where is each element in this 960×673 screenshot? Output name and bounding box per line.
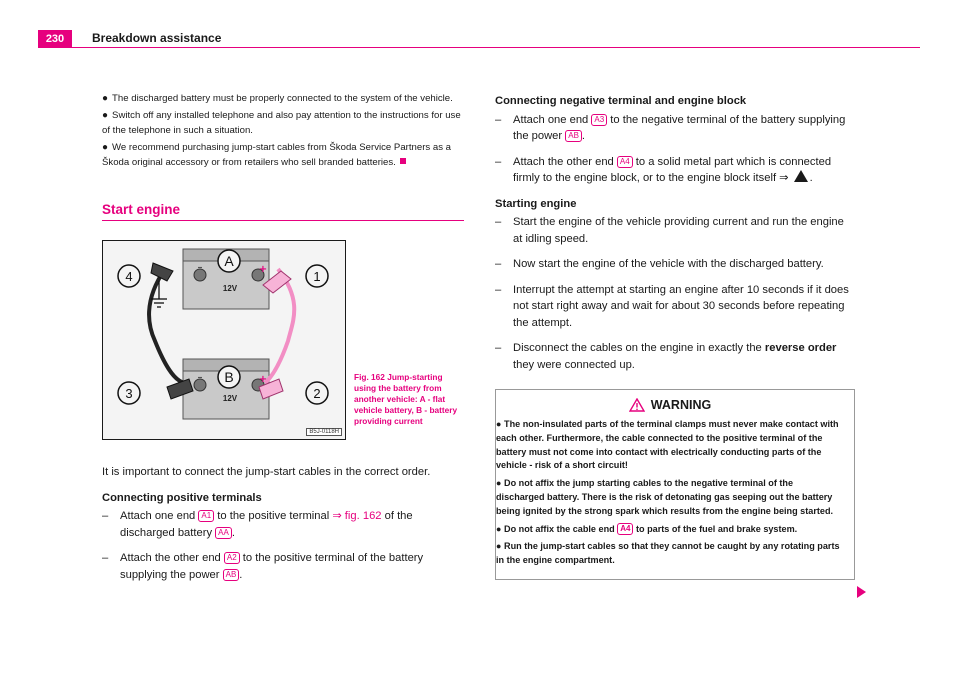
bullet-item: ● We recommend purchasing jump-start cables from Škoda Service Partners as a Škoda original accessory or from retailers who sell branded batteries. [102, 142, 451, 168]
minus-sign: – [197, 372, 203, 384]
step-attach-engine-block-a4: – Attach the other end A4 to a solid metal part which is connected firmly to the engine block, or to the engine block itself ⇒ . [495, 155, 832, 184]
step-attach-negative-end-a3: – Attach one end A3 to the negative terminal of the battery supplying the power AB . [495, 113, 846, 142]
callout-a3: A3 [591, 114, 607, 126]
bullet-item: ● Switch off any installed telephone and also pay attention to the instructions for use of the telephone in such a situation. [102, 110, 461, 136]
battery-a-label: A [224, 253, 234, 270]
svg-text:1: 1 [313, 269, 321, 285]
callout-a4: A4 [617, 156, 633, 168]
minus-sign: – [197, 262, 203, 274]
right-column [495, 92, 855, 580]
section-title: Start engine [102, 202, 464, 221]
callout-ab: AB [565, 130, 582, 142]
callout-a4: A4 [617, 523, 633, 535]
figure-reference-link[interactable]: ⇒ fig. 162 [332, 510, 382, 523]
step-start-discharged-engine: – Now start the engine of the vehicle with the discharged battery. [495, 258, 824, 270]
marker-3 [118, 382, 140, 404]
bullet-item: ● The discharged battery must be properly connected to the system of the vehicle. [102, 93, 453, 104]
subheading-starting: Starting engine [495, 197, 577, 210]
figure-row [102, 240, 464, 440]
subheading-negative: Connecting negative terminal and engine block [495, 95, 747, 107]
svg-text:3: 3 [125, 386, 133, 402]
left-column [102, 92, 464, 583]
svg-text:2: 2 [313, 386, 321, 402]
warning-item: ● Run the jump-start cables so that they cannot be caught by any rotating parts in the engine compartment. [496, 541, 840, 566]
voltage-label: 12V [222, 394, 238, 404]
step-attach-positive-end-a2: – Attach the other end A2 to the positive terminal of the battery supplying the power AB . [102, 552, 424, 581]
warning-triangle-icon[interactable] [794, 170, 808, 182]
step-attach-positive-end-a1: – Attach one end A1 to the positive terminal ⇒ fig. 162 of the discharged battery AA . [102, 510, 413, 539]
plus-sign: + [258, 264, 268, 276]
intro-paragraph: It is important to connect the jump-start cables in the correct order. [102, 466, 431, 479]
jump-start-illustration [103, 241, 345, 439]
callout-ab: AB [223, 569, 240, 581]
battery-a [183, 249, 269, 309]
subheading-positive: Connecting positive terminals [102, 491, 262, 504]
callout-a2: A2 [224, 552, 240, 564]
warning-item: ● The non-insulated parts of the terminal clamps must never make contact with each other. Furthermore, the cable connected to the positive terminal of the battery must not come into contact with electrically conducting parts of the vehicle - risk of a short circuit! [496, 419, 839, 471]
svg-text:4: 4 [125, 269, 133, 285]
marker-4 [118, 265, 140, 287]
warning-triangle-icon [629, 398, 645, 412]
warning-item: ● Do not affix the jump starting cables to the negative terminal of the discharged battery. There is the risk of detonating gas seeping out the battery being ignited by the strong spark which results from the engine being started. [496, 478, 834, 516]
step-disconnect-cables: – Disconnect the cables on the engine in exactly the reverse order they were connected up. [495, 342, 837, 371]
battery-b-label: B [224, 369, 234, 386]
jump-start-figure [102, 240, 346, 440]
step-interrupt-attempt: – Interrupt the attempt at starting an engine after 10 seconds if it does not start right away and wait for about 30 seconds before repeating the attempt. [495, 283, 849, 329]
warning-item: ● Do not affix the cable end A4 to parts of the fuel and brake system. [496, 523, 798, 534]
voltage-label: 12V [222, 284, 238, 294]
page-number: 230 [38, 30, 72, 48]
battery-b [183, 359, 269, 419]
continued-arrow-icon[interactable] [857, 586, 866, 598]
warning-box [495, 389, 855, 580]
marker-1 [306, 265, 328, 287]
callout-aa: AA [215, 527, 232, 539]
warning-header [496, 398, 844, 412]
running-title: Breakdown assistance [92, 31, 222, 45]
figure-code: B5J-0118H [306, 428, 342, 436]
callout-a1: A1 [198, 510, 214, 522]
marker-2 [306, 382, 328, 404]
figure-caption: Fig. 162 Jump-starting using the battery from another vehicle: A - flat vehicle battery, B - battery providing current [354, 372, 458, 427]
step-start-donor-engine: – Start the engine of the vehicle providing current and run the engine at idling speed. [495, 216, 844, 245]
warning-title: WARNING [650, 398, 712, 412]
page-header [38, 30, 920, 48]
end-of-section-marker [400, 158, 406, 164]
plus-sign: + [258, 374, 268, 386]
